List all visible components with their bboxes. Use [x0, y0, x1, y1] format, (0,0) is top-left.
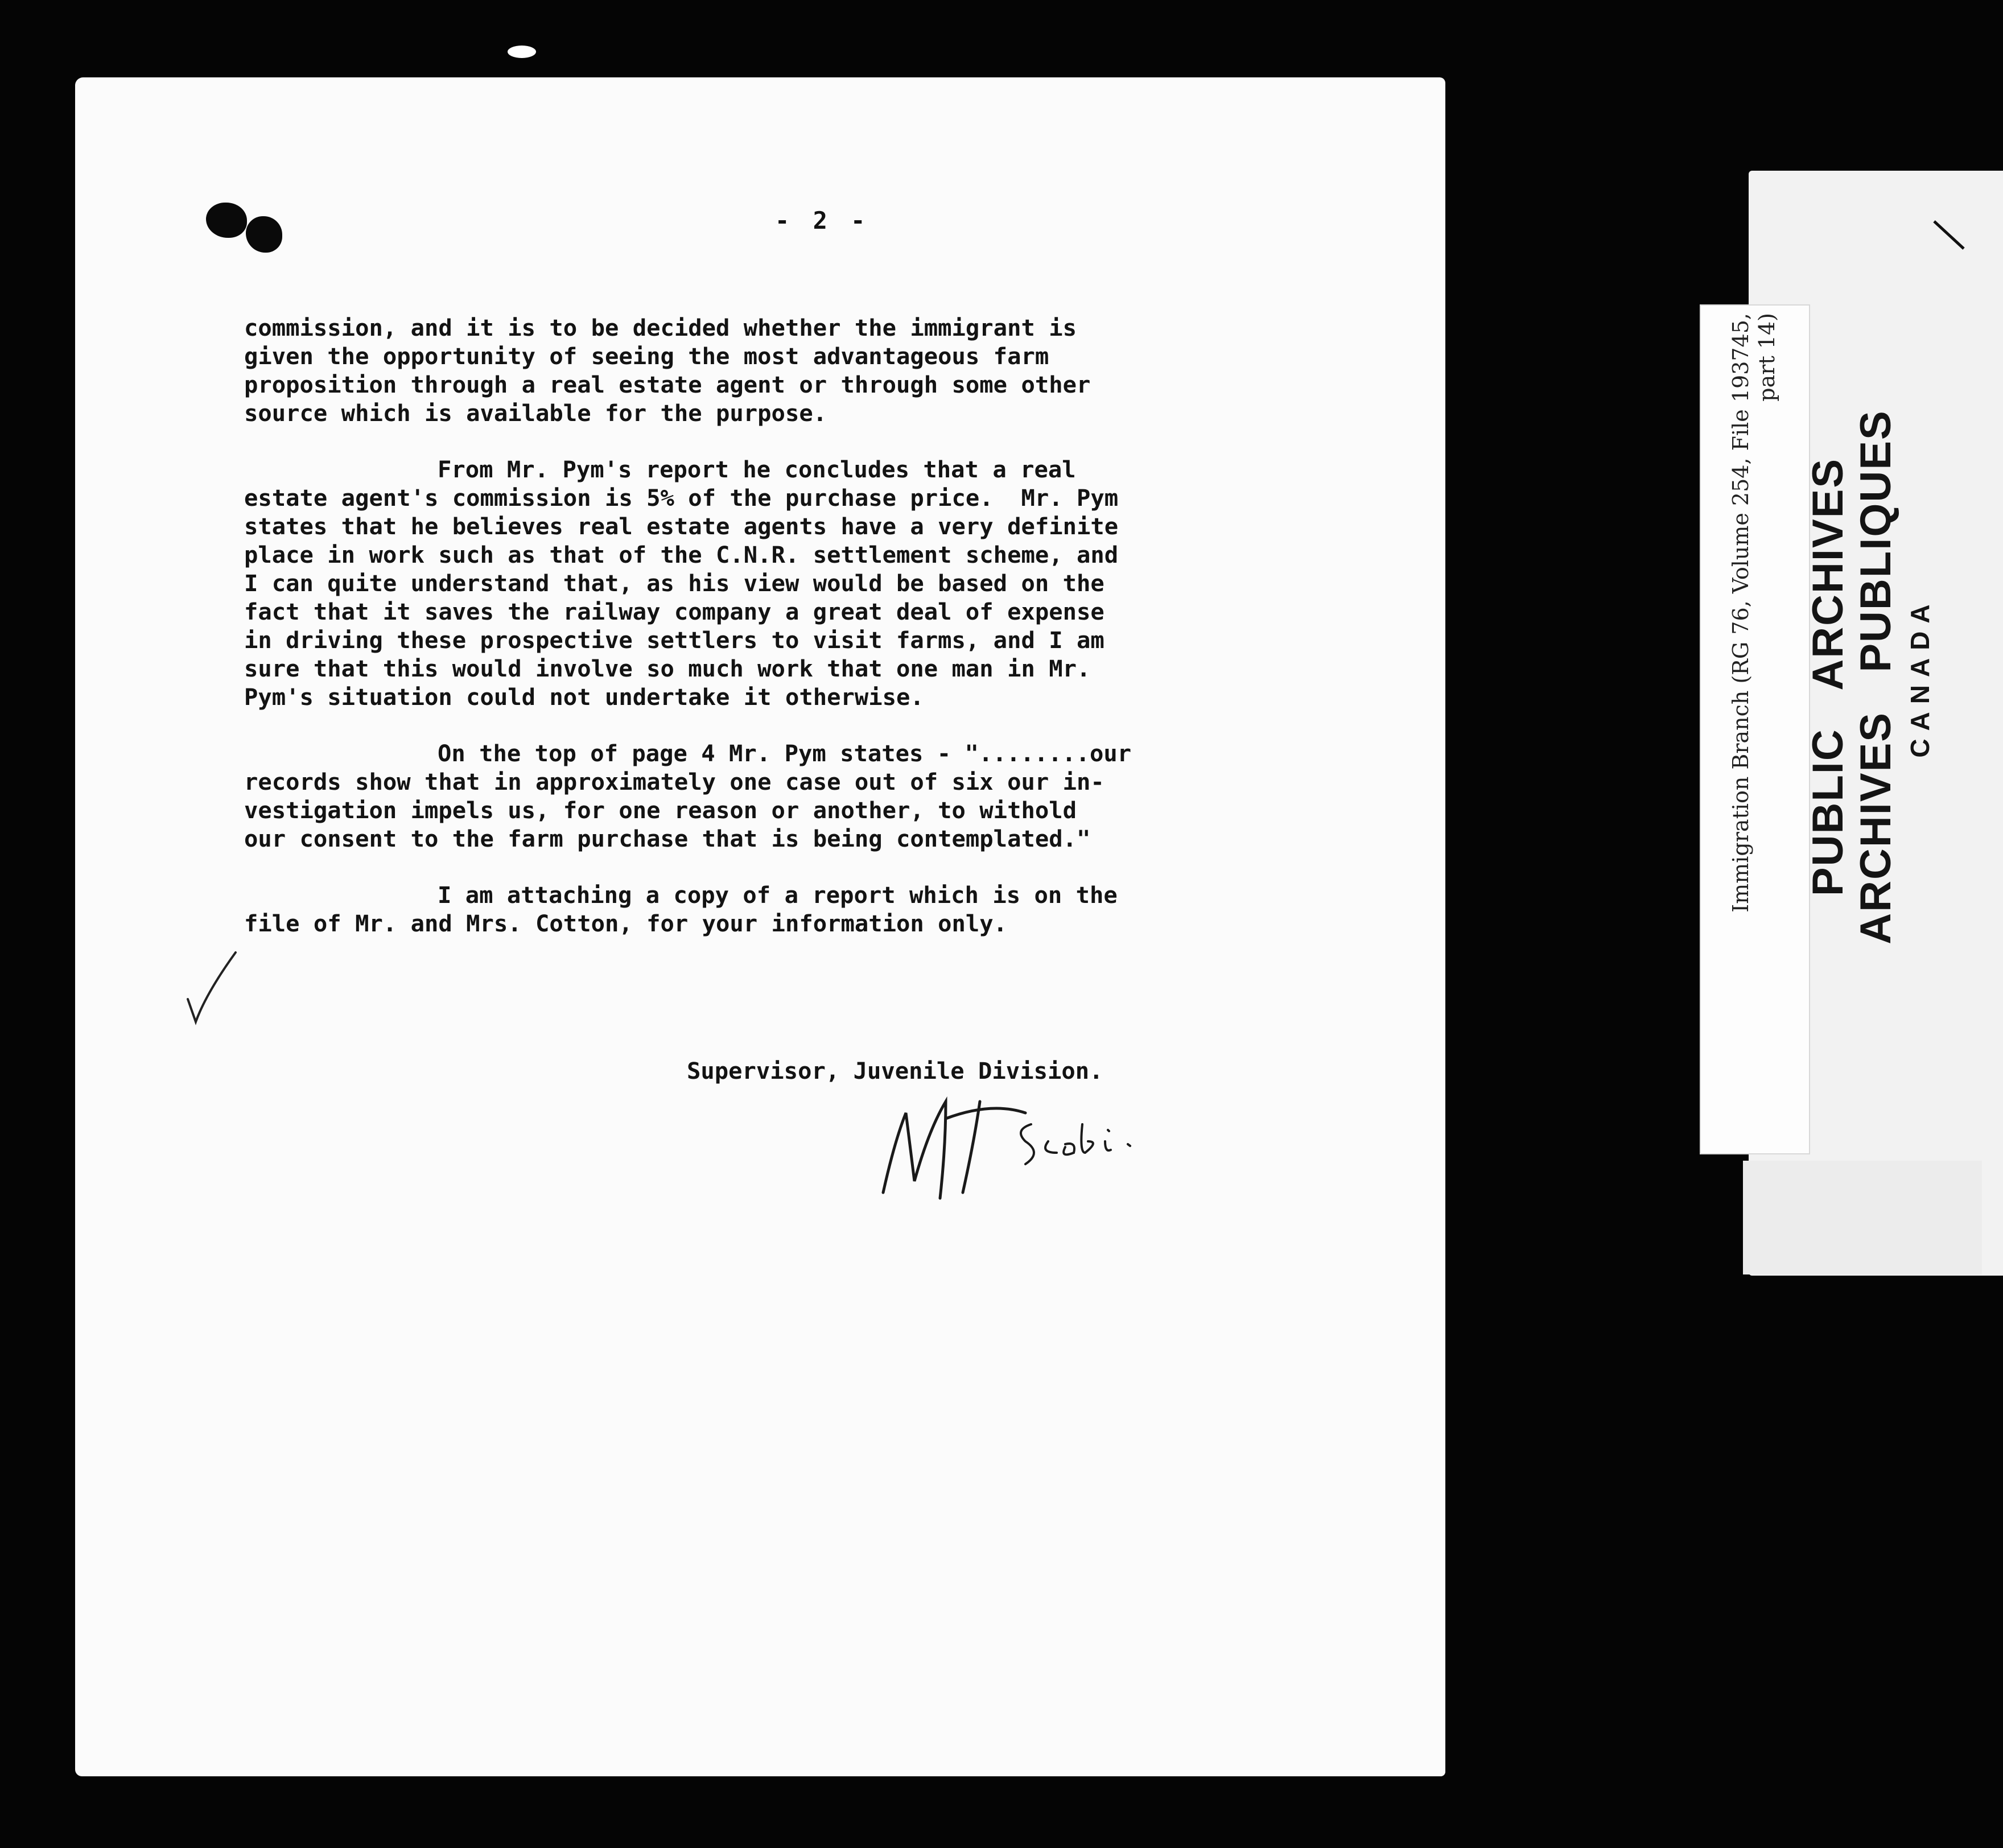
archives-stamp — [1804, 336, 1940, 1018]
text-line: proposition through a real estate agent or through some other — [244, 371, 1091, 398]
text-line: estate agent's commission is 5% of the purchase price. Mr. Pym — [244, 484, 1119, 512]
text-line: file of Mr. and Mrs. Cotton, for your information only. — [244, 910, 1008, 937]
stamp-line: ARCHIVES PUBLIQUES — [1852, 410, 1900, 944]
letter-body — [244, 314, 1416, 966]
card-mark-icon — [1932, 219, 1966, 253]
text-line: Pym's situation could not undertake it otherwise. — [244, 683, 924, 711]
text-line: records show that in approximately one case out of six our in- — [244, 768, 1104, 795]
page-number: - 2 - — [775, 207, 870, 234]
signature-title: Supervisor, Juvenile Division. — [687, 1057, 1103, 1084]
archive-reference — [1728, 313, 1780, 1155]
film-speck — [508, 46, 536, 58]
text-line: source which is available for the purpose. — [244, 399, 827, 427]
paragraph — [244, 739, 1416, 853]
reference-line: part 14) — [1754, 313, 1779, 402]
text-line: commission, and it is to be decided whether the immigrant is — [244, 314, 1077, 341]
text-line: I am attaching a copy of a report which is on the — [438, 881, 1118, 909]
checkmark-icon — [183, 948, 240, 1033]
paragraph — [244, 881, 1416, 938]
text-line: in driving these prospective settlers to visit farms, and I am — [244, 626, 1104, 654]
text-line: sure that this would involve so much work that one man in Mr. — [244, 655, 1091, 682]
ink-blot — [246, 216, 282, 253]
text-line: given the opportunity of seeing the most advantageous farm — [244, 343, 1049, 370]
handwritten-signature — [860, 1079, 1230, 1227]
text-line: From Mr. Pym's report he concludes that a real — [438, 456, 1076, 483]
text-line: I can quite understand that, as his view would be based on the — [244, 570, 1104, 597]
text-line: our consent to the farm purchase that is being contemplated." — [244, 825, 1091, 852]
archive-card-tab — [1743, 1161, 1982, 1274]
text-line: place in work such as that of the C.N.R. settlement scheme, and — [244, 541, 1119, 568]
ink-blot — [206, 203, 247, 238]
text-line: fact that it saves the railway company a great deal of expense — [244, 598, 1104, 625]
text-line: vestigation impels us, for one reason or another, to withold — [244, 797, 1077, 824]
paragraph — [244, 455, 1416, 711]
stamp-line: PUBLIC ARCHIVES — [1804, 457, 1852, 897]
reference-line: Immigration Branch (RG 76, Volume 254, File 193745, — [1728, 313, 1753, 913]
document-page — [75, 77, 1445, 1776]
text-line: states that he believes real estate agents have a very definite — [244, 513, 1119, 540]
stamp-line: CANADA — [1905, 596, 1935, 758]
text-line: On the top of page 4 Mr. Pym states - "........our — [438, 740, 1132, 767]
paragraph — [244, 314, 1416, 427]
